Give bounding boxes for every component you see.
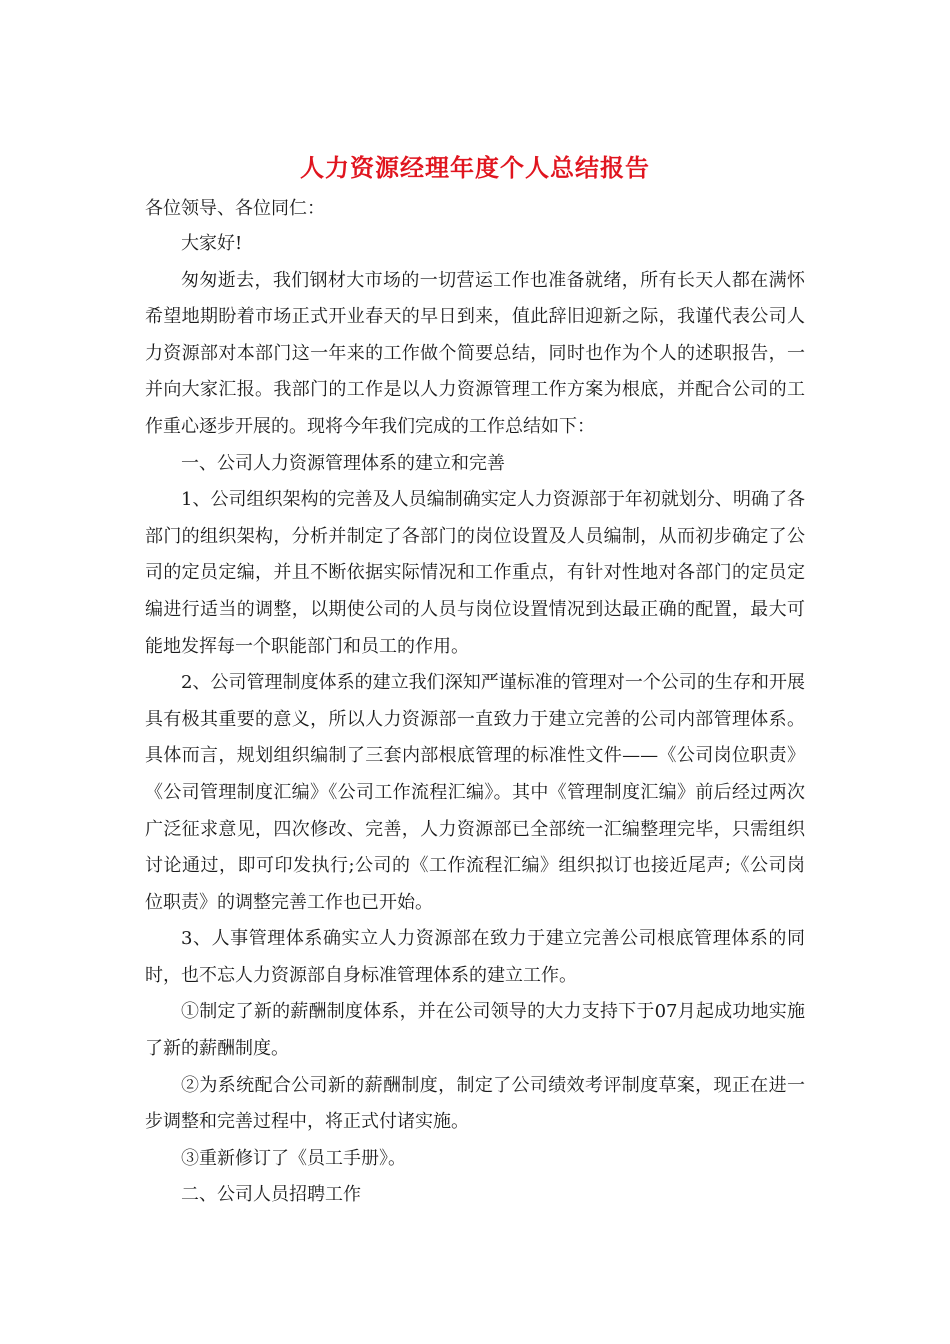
section-heading-2: 二、公司人员招聘工作 xyxy=(181,1184,361,1206)
section-heading-1: 一、公司人力资源管理体系的建立和完善 xyxy=(181,452,505,474)
paragraph-item-3: 3、人事管理体系确实立人力资源部在致力于建立完善公司根底管理体系的同时，也不忘人力资源部自身标准管理体系的建立工作。 xyxy=(145,928,805,986)
salutation: 各位领导、各位同仁： xyxy=(145,198,325,219)
paragraph-subitem-2: ②为系统配合公司新的薪酬制度，制定了公司绩效考评制度草案，现正在进一步调整和完善过程中，将正式付诸实施。 xyxy=(145,1074,805,1133)
paragraph-greeting: 大家好! xyxy=(181,233,243,254)
paragraph-subitem-1: ①制定了新的薪酬制度体系，并在公司领导的大力支持下于07月起成功地实施了新的薪酬制度。 xyxy=(145,1001,805,1060)
paragraph-subitem-3: ③重新修订了《员工手册》。 xyxy=(181,1147,406,1169)
document-page xyxy=(145,150,805,1214)
document-title: 人力资源经理年度个人总结报告 xyxy=(300,153,650,182)
paragraph-item-1: 1、公司组织架构的完善及人员编制确实定人力资源部于年初就划分、明确了各部门的组织架构，分析并制定了各部门的岗位设置及人员编制，从而初步确定了公司的定员定编，并且不断依据实际情况和工作重点，有针对性地对各部门的定员定编进行适当的调整，以期使公司的人员与岗位设置情况到达最正确的配置，最大可能地发挥每一个职能部门和员工的作用。 xyxy=(145,489,805,657)
paragraph-item-2: 2、公司管理制度体系的建立我们深知严谨标准的管理对一个公司的生存和开展具有极其重要的意义，所以人力资源部一直致力于建立完善的公司内部管理体系。具体而言，规划组织编制了三套内部根底管理的标准性文件——《公司岗位职责》《公司管理制度汇编》《公司工作流程汇编》。其中《管理制度汇编》前后经过两次广泛征求意见，四次修改、完善，人力资源部已全部统一汇编整理完毕，只需组织讨论通过，即可印发执行;公司的《工作流程汇编》组织拟订也接近尾声;《公司岗位职责》的调整完善工作也已开始。 xyxy=(145,672,805,913)
paragraph-intro: 匆匆逝去，我们钢材大市场的一切营运工作也准备就绪，所有长天人都在满怀希望地期盼着市场正式开业春天的早日到来，值此辞旧迎新之际，我谨代表公司人力资源部对本部门这一年来的工作做个简要总结，同时也作为个人的述职报告，一并向大家汇报。我部门的工作是以人力资源管理工作方案为根底，并配合公司的工作重心逐步开展的。现将今年我们完成的工作总结如下： xyxy=(145,269,805,437)
